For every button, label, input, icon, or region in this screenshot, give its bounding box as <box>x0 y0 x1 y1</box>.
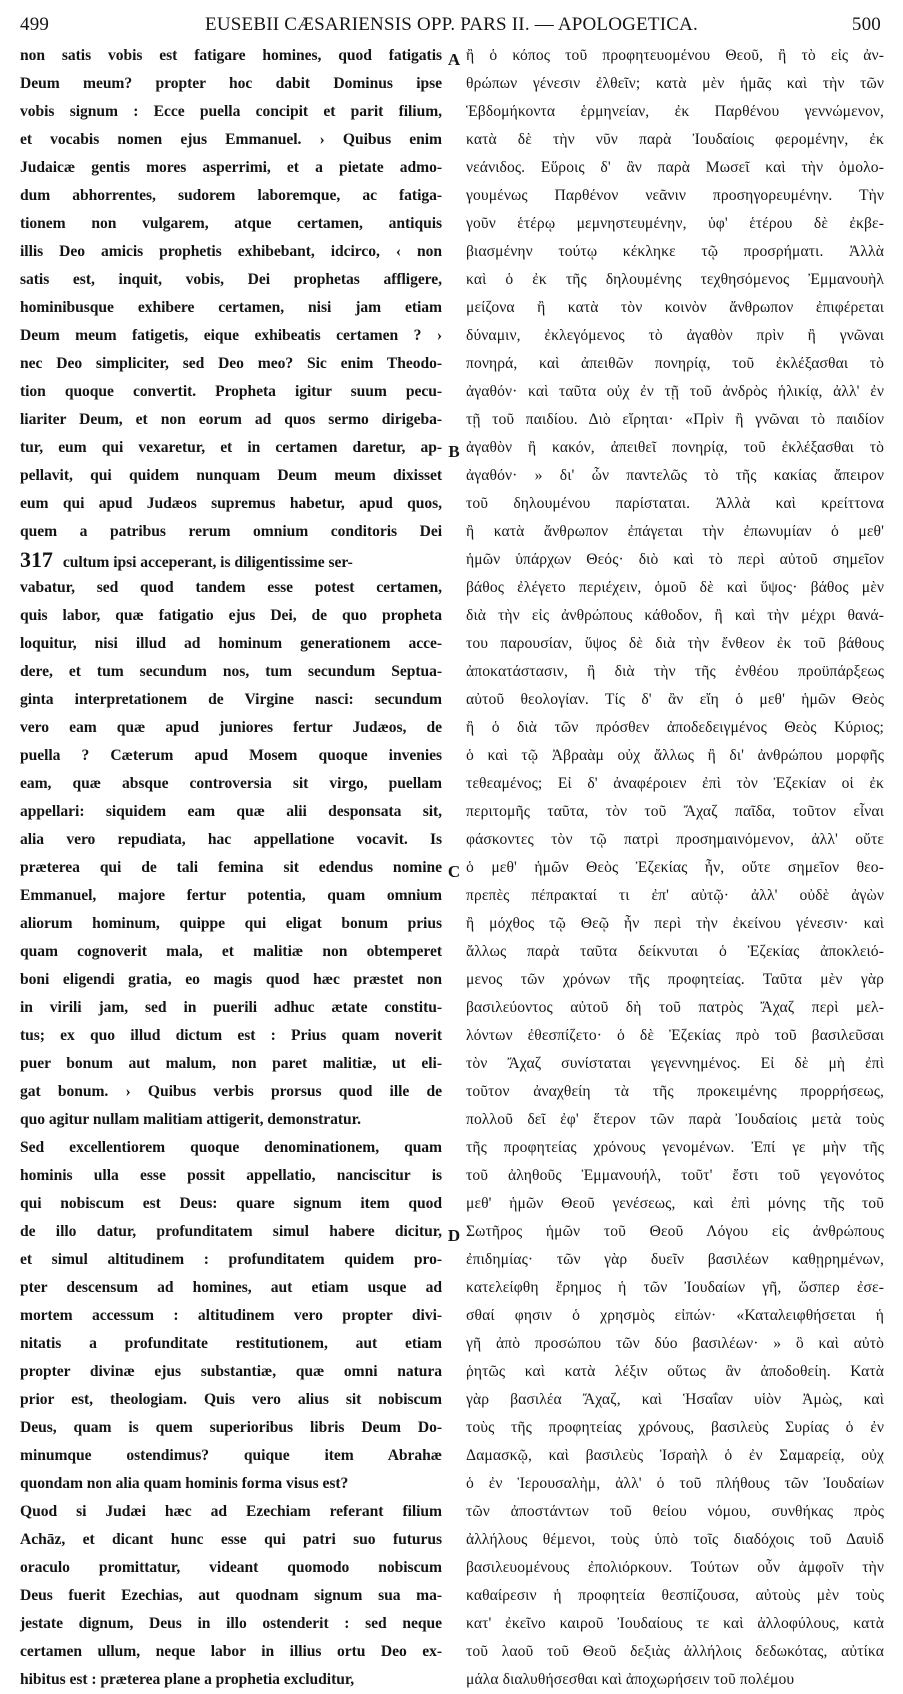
greek-line: τῆς προφητείας χρόνους γενομένων. Ἐπί γε μὴν τῆς <box>466 1139 884 1156</box>
greek-line: γοῦν ἑτέρῳ μεμνηστευμένην, ὑφ' ἑτέρου δὲ ἐκβε- <box>466 215 884 232</box>
latin-line: nec Deo simpliciter, sed Deo meo? Sic enim Theodo- <box>20 355 442 372</box>
greek-line: τοῦ λαοῦ τοῦ Θεοῦ δεξιὰς ἀλλήλοις δεδωκότας, αὐτίκα <box>466 1643 884 1660</box>
greek-line: λόντων ἐθεσπίζετο· ὁ δὲ Ἐζεκίας πρὸ τοῦ βασιλεῦσαι <box>466 1027 884 1044</box>
greek-line: ὁ καὶ τῷ Ἀβραὰμ οὐχ ἄλλως ἢ δι' ἀνθρώπου μορφῆς <box>466 747 884 764</box>
latin-line: tus; ex quo illud dictum est : Prius quam noverit <box>20 1027 442 1044</box>
page-number-right: 500 <box>851 14 881 35</box>
latin-line: puer bonum aut malum, non paret malitiæ, ut eli- <box>20 1055 442 1072</box>
greek-line: τῇ τοῦ παιδίου. Διὸ εἴρηται· «Πρὶν ἢ γνῶναι τὸ παιδίον <box>466 411 884 428</box>
greek-line: ἢ κατὰ ἄνθρωπον ἐπάγεται τὴν ἐπωνυμίαν ὁ μεθ' <box>466 523 884 540</box>
latin-line: loquitur, nisi illud ad hominum generationem acce- <box>20 635 442 652</box>
greek-column <box>466 42 884 1688</box>
running-title: EUSEBII CÆSARIENSIS OPP. PARS II. — APOLOGETICA. <box>205 14 698 35</box>
margin-marker-b: B <box>448 442 460 461</box>
latin-line: tionem non vulgarem, atque certamen, antiquis <box>20 215 442 232</box>
greek-line: νεάνιδος. Εὕροις δ' ἂν παρὰ Μωσεῖ καὶ τὴν ὁμολο- <box>466 159 884 176</box>
latin-line: dere, et tum secundum nos, tum secundum Septua- <box>20 663 442 680</box>
latin-line: dum abhorrentes, sudorem laboremque, ac fatiga- <box>20 187 442 204</box>
latin-line: hominibusque exhibere certamen, nisi jam etiam <box>20 299 442 316</box>
latin-line: oraculo promittatur, videant quomodo nobiscum <box>20 1559 442 1576</box>
latin-line: vabatur, sed quod tandem esse potest certamen, <box>20 579 442 596</box>
greek-line: μενος τῶν χρόνων τῆς προφητείας. Ταῦτα μὲν γὰρ <box>466 971 884 988</box>
latin-line: gat bonum. › Quibus verbis prorsus quod ille de <box>20 1083 442 1100</box>
greek-line: ὁ ἐν Ἱερουσαλὴμ, ἀλλ' ὁ τοῦ πλήθους τῶν Ἰουδαίων <box>466 1475 884 1492</box>
latin-line: eum qui apud Judæos supremus habetur, apud quos, <box>20 495 442 512</box>
latin-line: certamen ullum, neque labor in illius ortu Deo ex- <box>20 1643 442 1660</box>
latin-line: præterea qui de tali femina sit edendus nomine <box>20 859 442 876</box>
greek-line: ἀγαθὸν ἢ κακόν, ἀπειθεῖ πονηρίᾳ, τοῦ ἐκλέξασθαι τὸ <box>466 439 884 456</box>
latin-line: nitatis a profunditate restitutionem, aut etiam <box>20 1335 442 1352</box>
greek-line: ἄλλως παρὰ ταῦτα δείκνυται ὁ Ἐζεκίας ἀποκλειό- <box>466 943 884 960</box>
latin-line: vero eam quæ apud juniores fertur Judæos, de <box>20 719 442 736</box>
latin-line: illis Deo amicis prophetis exhibebant, idcirco, ‹ non <box>20 243 442 260</box>
latin-line: in virili jam, sed in puerili adhuc ætate constitu- <box>20 999 442 1016</box>
page-number-left: 499 <box>20 14 50 35</box>
latin-line: liariter Deum, et non eorum ad quos sermo dirigeba- <box>20 411 442 428</box>
latin-line: quem a patribus rerum omnium conditoris Dei <box>20 523 442 540</box>
greek-line: καὶ ὁ ἐκ τῆς δηλουμένης τεχθησόμενος Ἐμμανουὴλ <box>466 271 884 288</box>
latin-line: hibitus est : præterea plane a prophetia excluditur, <box>20 1671 355 1688</box>
greek-line: σθαί φησιν ὁ χρησμὸς εἰπών· «Καταλειφθήσεται ἡ <box>466 1307 884 1324</box>
latin-line: Deus fuerit Ezechias, aut quodnam signum sua ma- <box>20 1587 442 1604</box>
latin-line: alia vero repudiata, hac appellatione vocavit. Is <box>20 831 442 848</box>
latin-line: propter divinæ ejus substantiæ, quæ omni natura <box>20 1363 442 1380</box>
latin-line: et simul altitudinem : profunditatem quidem pro- <box>20 1251 442 1268</box>
greek-line: θρώπων γένεσιν ἐλθεῖν; κατὰ μὲν ἡμᾶς καὶ τὴν τῶν <box>466 75 884 92</box>
greek-line: μάλα διαλυθήσεσθαι καὶ ἀποχωρήσειν τοῦ πολέμου <box>466 1671 795 1688</box>
latin-line: quondam non alia quam hominis forma visus est? <box>20 1475 349 1492</box>
greek-line: πονηρά, καὶ ἀπειθῶν πονηρίᾳ, τοῦ ἐκλέξασθαι τὸ <box>466 355 884 372</box>
greek-line: διὰ τὴν εἰς ἀνθρώπους κάθοδον, ἢ καὶ τὴν μέχρι θανά- <box>466 607 884 624</box>
greek-line: φάσκοντες τὸν τῷ πατρὶ προσημαινόμενον, ἀλλ' οὔτε <box>466 831 884 848</box>
latin-line: tur, eum qui vexaretur, et in certamen daretur, ap- <box>20 439 442 456</box>
latin-column <box>20 42 442 1688</box>
greek-line: τεθεαμένος; Εἰ δ' ἀναφέροιεν ἐπὶ τὸν Ἐζεκίαν οἱ ἐκ <box>466 775 884 792</box>
margin-marker-c: C <box>447 862 461 881</box>
greek-line: ἐπιδημίας· τῶν γὰρ δυεῖν βασιλέων καθῃρημένων, <box>466 1251 884 1268</box>
greek-line: του παρουσίαν, ὕψος δὲ διὰ τὴν ἔνθεον ἐκ τοῦ βάθους <box>466 635 884 652</box>
latin-line: Sed excellentiorem quoque denominationem, quam <box>20 1139 442 1156</box>
greek-line: μεθ' ἡμῶν Θεοῦ γενέσεως, καὶ ἐπὶ μόνης τῆς τοῦ <box>466 1195 884 1212</box>
greek-line: πολλοῦ δεῖ ἐφ' ἕτερον τῶν παρὰ Ἰουδαίοις μετὰ τοὺς <box>466 1111 884 1128</box>
latin-line <box>20 546 442 574</box>
greek-line: Σωτῆρος ἡμῶν τοῦ Θεοῦ Λόγου εἰς ἀνθρώπους <box>466 1223 884 1240</box>
latin-line: qui nobiscum est Deus: quare signum item quod <box>20 1195 442 1212</box>
greek-line: βιασμένην τούτῳ κέκληκε τῷ προσρήματι. Ἀλλὰ <box>466 243 884 260</box>
greek-line: ῥητῶς καὶ κατὰ λέξιν οὕτως ἂν ἀποδοθείη. Κατὰ <box>466 1363 884 1380</box>
margin-marker-d: D <box>447 1226 461 1245</box>
greek-line: περιτομῆς ταῦτα, τὸν τοῦ Ἄχαζ παῖδα, τοῦτον εἶναι <box>466 803 884 820</box>
latin-line: tion quoque convertit. Propheta igitur suum pecu- <box>20 383 442 400</box>
greek-line: ἀγαθόν· καὶ ταῦτα οὐχ ἐν τῇ τοῦ ἀνδρὸς ἡλικίᾳ, ἀλλ' ἐν <box>466 383 884 400</box>
greek-line: μείζονα ἢ κατὰ τὸν κοινὸν ἄνθρωπον ἐπιφέρεται <box>466 299 884 316</box>
latin-line: boni eligendi gratia, eo magis quod hæc præstet non <box>20 971 442 988</box>
latin-line: aliorum hominum, quippe qui eligat bonum prius <box>20 915 442 932</box>
greek-line: Ἑβδομήκοντα ἑρμηνείαν, ἐκ Παρθένου γεννώμενον, <box>466 103 884 120</box>
latin-line: vobis signum : Ecce puella concipit et parit filium, <box>20 103 442 120</box>
greek-line: Δαμασκῷ, καὶ βασιλεὺς Ἰσραὴλ ὁ ἐν Σαμαρείᾳ, οὐχ <box>466 1447 884 1464</box>
latin-line: appellari: siquidem eam quæ alii desponsata sit, <box>20 803 442 820</box>
running-header <box>20 8 883 36</box>
greek-line: κατ' ἐκεῖνο καιροῦ Ἰουδαίους τε καὶ ἀλλοφύλους, κατὰ <box>466 1615 884 1632</box>
latin-line: ginta interpretationem de Virgine nasci: secundum <box>20 691 442 708</box>
greek-line: κατελείφθη ἔρημος ἡ τῶν Ἰουδαίων γῆ, ὥσπερ ἐσε- <box>466 1279 884 1296</box>
greek-line: ἀποκατάστασιν, ἢ διὰ τὴν τῆς ἐνθέου προϋπάρξεως <box>466 663 884 680</box>
latin-line: quis labor, quæ fatigatio ejus Dei, de quo propheta <box>20 607 442 624</box>
greek-line: κατὰ δὲ τὴν νῦν παρὰ Ἰουδαίοις φερομένην, ἐκ <box>466 131 884 148</box>
latin-line: jestate dignum, Deus in illo ostenderit : sed neque <box>20 1615 442 1632</box>
greek-line: τοὺς τῆς προφητείας χρόνους, βασιλεὺς Συρίας ὁ ἐν <box>466 1419 884 1436</box>
greek-line: τοῦτον ἀναχθείη τὰ τῆς προκειμένης προρρήσεως, <box>466 1083 884 1100</box>
latin-line: et vocabis nomen ejus Emmanuel. › Quibus enim <box>20 131 442 148</box>
greek-line: ἢ μόχθος τῷ Θεῷ ἦν περὶ τὴν ἐκείνου γένεσιν· καὶ <box>466 915 884 932</box>
latin-line: minumque ostendimus? quique item Abrahæ <box>20 1447 442 1464</box>
latin-line: Deum meum? propter hoc dabit Dominus ipse <box>20 75 442 92</box>
greek-line: τὸν Ἄχαζ συνίσταται γεγεννημένος. Εἰ δὲ μὴ ἐπὶ <box>466 1055 884 1072</box>
greek-line: ἀγαθόν· » δι' ὧν παντελῶς τὸ τῆς κακίας ἄπειρον <box>466 467 884 484</box>
latin-line: non satis vobis est fatigare homines, quod fatigatis <box>20 47 442 64</box>
latin-line: mortem accessum : altitudinem vero propter divi- <box>20 1307 442 1324</box>
greek-line: καθαίρεσιν ἡ προφητεία θεσπίζουσα, αὐτοὺς μὲν τοὺς <box>466 1587 884 1604</box>
latin-line: Emmanuel, majore fertur potentia, quam omnium <box>20 887 442 904</box>
greek-line: τοῦ ἀληθοῦς Ἐμμανουήλ, τοῦτ' ἔστι τοῦ γεγονότος <box>466 1167 884 1184</box>
greek-line: γουμένως Παρθένον νεᾶνιν προσηγορευμένην. Τὴν <box>466 187 884 204</box>
greek-line: δύναμιν, ἐκλεγόμενος τὸ ἀγαθὸν πρὶν ἢ γνῶναι <box>466 327 884 344</box>
greek-line: ἢ ὁ κόπος τοῦ προφητευομένου Θεοῦ, ἢ τὸ εἰς ἀν- <box>466 47 884 64</box>
inner-page-number: 317 <box>20 547 53 572</box>
greek-line: πρεπὲς πέπρακταί τι ἐπ' αὐτῷ· ἀλλ' οὐδὲ ἀγὼν <box>466 887 884 904</box>
greek-line: τοῦ δηλουμένου παρίσταται. Ἀλλὰ καὶ κρείττονα <box>466 495 884 512</box>
latin-line: prior est, theologiam. Quis vero alius sit nobiscum <box>20 1391 442 1408</box>
greek-line: γῆ ἀπὸ προσώπου τῶν δύο βασιλέων· » ὃ καὶ αὐτὸ <box>466 1335 884 1352</box>
greek-line: ὁ μεθ' ἡμῶν Θεὸς Ἐζεκίας ἦν, οὔτε σημεῖον θεο- <box>466 859 884 876</box>
latin-line: hominis ulla esse possit appellatio, nanciscitur is <box>20 1167 442 1184</box>
latin-line: Quod si Judæi hæc ad Ezechiam referant filium <box>20 1503 442 1520</box>
latin-line: eam, quæ absque controversia sit virgo, puellam <box>20 775 442 792</box>
latin-line: Judaicæ gentis mores asperrimi, et a pietate admo- <box>20 159 442 176</box>
latin-line: de illo datur, profunditatem simul habere dicitur, <box>20 1223 442 1240</box>
latin-line: pter descensum ad homines, aut etiam usque ad <box>20 1279 442 1296</box>
greek-line: βασιλεύοντος αὐτοῦ δὴ τοῦ πατρὸς Ἄχαζ περὶ μελ- <box>466 999 884 1016</box>
margin-marker-a: A <box>447 50 461 69</box>
greek-line: τῶν ἀποστάντων τοῦ θείου νόμου, συνθήκας πρὸς <box>466 1503 884 1520</box>
latin-line: Achāz, et dicant hunc esse qui patri suo futurus <box>20 1531 442 1548</box>
latin-line-text: cultum ipsi acceperant, is diligentissime ser- <box>62 554 353 571</box>
greek-line: αὐτοῦ θεολογίαν. Τίς δ' ἂν εἴη ὁ μεθ' ἡμῶν Θεὸς <box>466 691 884 708</box>
greek-line: ἡμῶν ὑπάρχων Θεός· διὸ καὶ τὸ περὶ αὐτοῦ σημεῖον <box>466 551 884 568</box>
latin-line: quam cognoverit mala, et malitiæ non obtemperet <box>20 943 442 960</box>
latin-line: pellavit, qui quidem nunquam Deum meum dixisset <box>20 467 442 484</box>
latin-line: puella ? Cæterum apud Mosem quoque invenies <box>20 747 442 764</box>
greek-line: γὰρ βασιλέα Ἄχαζ, καὶ Ἡσαΐαν υἱὸν Ἀμὼς, καὶ <box>466 1391 884 1408</box>
greek-line: ἢ ὁ διὰ τῶν πρόσθεν ἀποδεδειγμένος Θεὸς Κύριος; <box>466 719 884 736</box>
latin-line: Deus, quam is quem superioribus libris Deum Do- <box>20 1419 442 1436</box>
greek-line: ἀλλήλους θέμενοι, τοὺς ὑπὸ τοῖς διαδόχοις τοῦ Δαυὶδ <box>466 1531 884 1548</box>
latin-line: satis est, inquit, vobis, Dei prophetas affligere, <box>20 271 442 288</box>
latin-line: quo agitur nullam malitiam attigerit, demonstratur. <box>20 1111 361 1128</box>
latin-line: Deum meum fatigetis, eique exhibeatis certamen ? › <box>20 327 442 344</box>
greek-line: βάθος ἐλέγετο περιέχειν, ὁμοῦ δὲ καὶ ὕψος· βάθος μὲν <box>466 579 884 596</box>
greek-line: βασιλευομένους ἐπολιόρκουν. Τούτων οὖν ἀμφοῖν τὴν <box>466 1559 884 1576</box>
